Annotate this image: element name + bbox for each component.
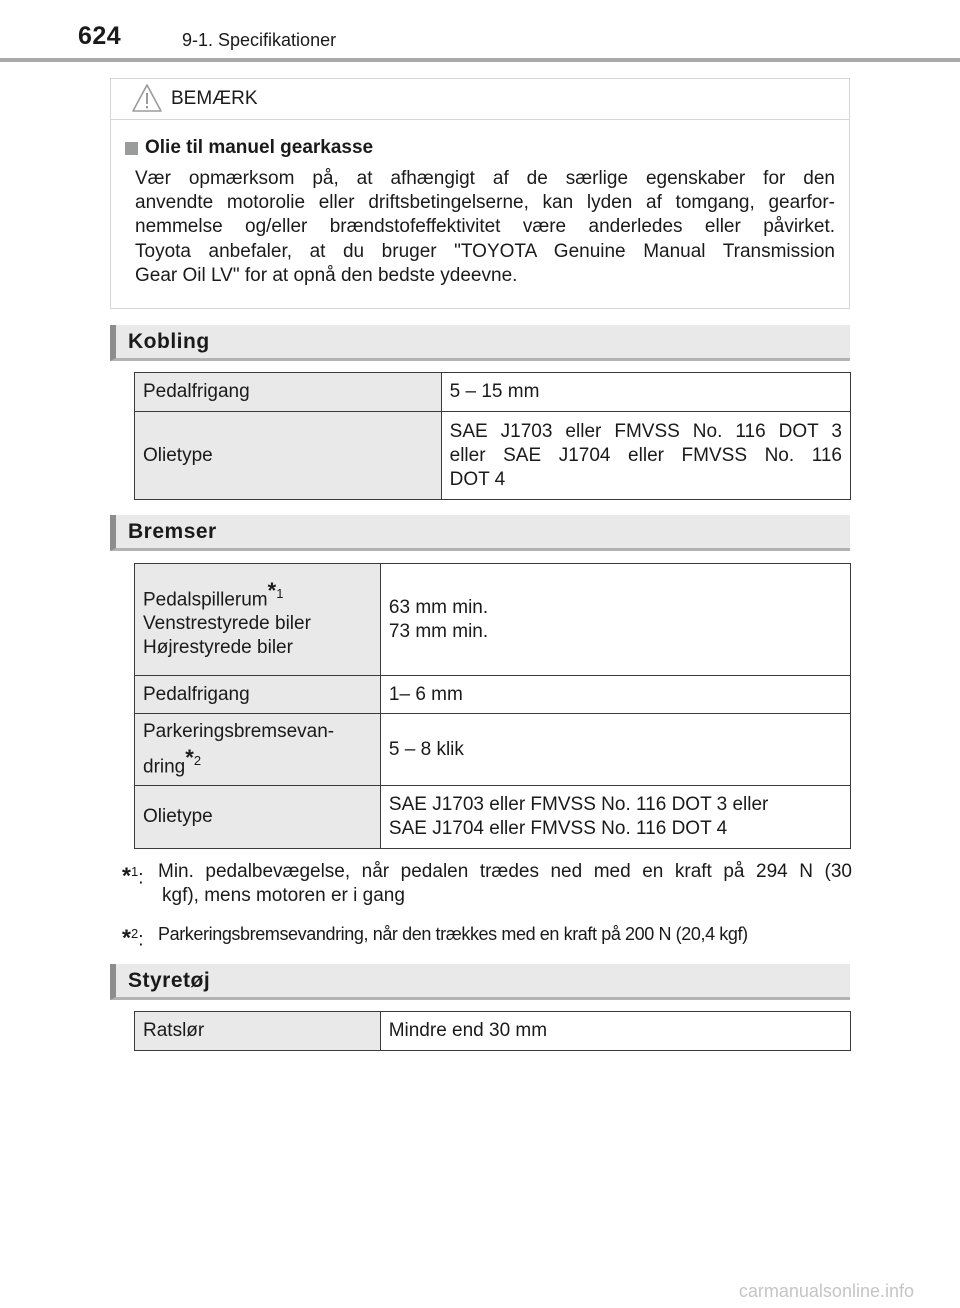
section-heading-styretoj: [110, 964, 850, 1000]
table-key-text: dring: [143, 756, 186, 778]
table-value-line: SAE J1704 eller FMVSS No. 116 DOT 4: [388, 818, 728, 839]
table-key-sub: Venstrestyrede biler: [143, 613, 311, 635]
footnote-marker: *$^1$:: [122, 862, 144, 889]
section-heading-text: Kobling: [128, 330, 210, 353]
section-heading-text: Styretøj: [128, 969, 211, 992]
note-line: Gear Oil LV" for at opnå den bedste ydeevne.: [135, 264, 518, 286]
page-number: 624: [78, 22, 122, 50]
square-bullet-icon: [125, 142, 138, 155]
table-value-line: SAE J1703 eller FMVSS No. 116 DOT 3: [449, 420, 842, 442]
header-divider: [0, 58, 960, 62]
table-key: Olietype: [135, 786, 381, 849]
footnote-text: [122, 860, 852, 908]
table-value-line: DOT 4: [449, 468, 506, 490]
footnote-line: kgf), mens motoren er i gang: [162, 885, 405, 906]
page-header: [0, 0, 960, 62]
note-subheading-text: Olie til manuel gearkasse: [145, 137, 374, 158]
table-value-line: 63 mm min.: [388, 596, 489, 618]
table-value: 1– 6 mm: [380, 676, 850, 714]
table-row: [135, 373, 851, 412]
table-key-text: Pedalspillerum: [143, 589, 268, 611]
table-key: [135, 714, 381, 786]
note-box: [110, 78, 850, 309]
footnote-1: [122, 860, 852, 908]
table-value: [380, 564, 850, 676]
note-line: nemmelse og/eller brændstofeffektivitet være anderledes eller påvirket.: [135, 216, 835, 238]
table-value: [441, 412, 850, 500]
footnote-mark: *: [267, 577, 277, 603]
table-key: Pedalfrigang: [135, 676, 381, 714]
note-line: Vær opmærksom på, at afhængigt af de særlige egenskaber for den: [135, 168, 835, 189]
note-paragraph: [135, 167, 835, 288]
table-key-sub: Højrestyrede biler: [143, 637, 293, 659]
note-subheading: [125, 137, 835, 159]
styretoj-table: [134, 1011, 851, 1051]
note-label: BEMÆRK: [171, 88, 258, 109]
table-value: 5 – 15 mm: [441, 373, 850, 412]
table-key: Olietype: [135, 412, 442, 500]
table-value: Mindre end 30 mm: [380, 1012, 850, 1051]
note-body: [111, 120, 849, 288]
warning-triangle-icon: [131, 83, 163, 113]
footnote-marker: *$^2$:: [122, 924, 144, 951]
footnote-line: Min. pedalbevægelse, når pedalen trædes ned med en kraft på 294 N (30: [158, 861, 852, 882]
table-row: [135, 1012, 851, 1051]
table-row: [135, 786, 851, 849]
kobling-table: [134, 372, 851, 500]
table-row: [135, 676, 851, 714]
section-heading-bremser: [110, 515, 850, 551]
table-value-line: 73 mm min.: [388, 620, 489, 642]
table-key-text: Parkeringsbremsevan-: [143, 720, 335, 742]
section-heading-kobling: [110, 325, 850, 361]
table-row: [135, 412, 851, 500]
footnote-number: 2: [193, 752, 202, 768]
note-line: anvendte motorolie eller driftsbetingelserne, kan lyden af tomgang, gearfor-: [135, 192, 835, 214]
table-row: [135, 714, 851, 786]
footnote-2: [122, 922, 852, 951]
table-key: Pedalfrigang: [135, 373, 442, 412]
note-line: Toyota anbefaler, at du bruger "TOYOTA Genuine Manual Transmission: [135, 240, 835, 262]
table-row: [135, 564, 851, 676]
table-key: [135, 564, 381, 676]
table-value-line: eller SAE J1704 eller FMVSS No. 116: [449, 444, 842, 466]
footnote-number: 1: [276, 585, 284, 601]
table-value: [380, 786, 850, 849]
footnote-mark: *: [185, 744, 194, 770]
bremser-table: [134, 563, 851, 849]
table-value-line: SAE J1703 eller FMVSS No. 116 DOT 3 eller: [388, 794, 769, 815]
watermark: carmanualsonline.info: [738, 1281, 914, 1301]
note-header: [111, 79, 849, 120]
table-value: 5 – 8 klik: [380, 714, 850, 786]
footnote-text: Parkeringsbremsevandring, når den trækkes med en kraft på 200 N (20,4 kgf): [158, 924, 748, 944]
section-heading-text: Bremser: [128, 520, 217, 543]
section-title: 9-1. Specifikationer: [182, 30, 337, 50]
table-key: Ratslør: [135, 1012, 381, 1051]
